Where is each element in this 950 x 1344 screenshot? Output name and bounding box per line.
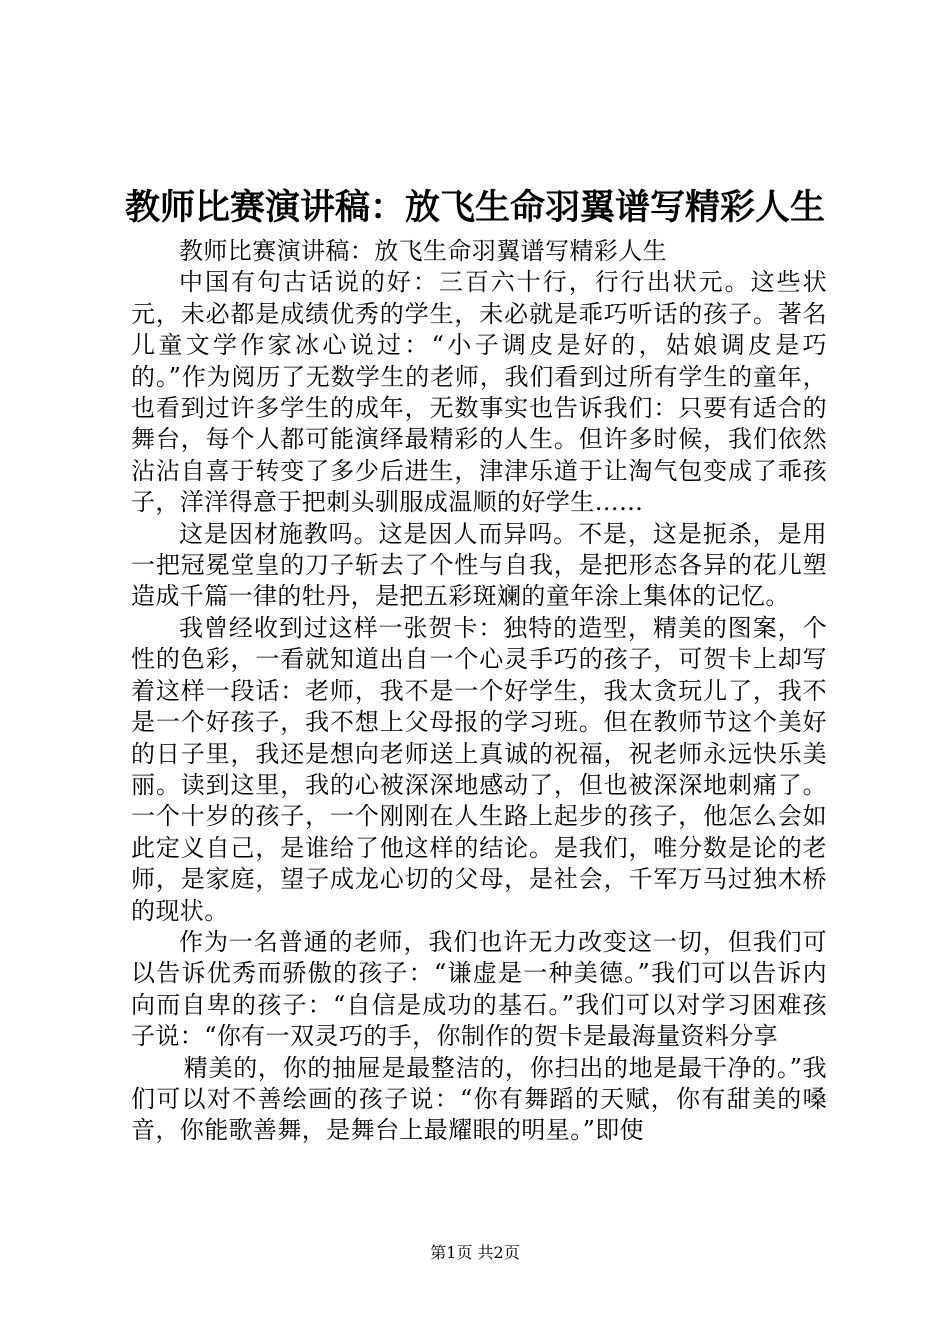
document-body <box>131 236 827 1147</box>
subtitle-paragraph: 教师比赛演讲稿：放飞生命羽翼谱写精彩人生 <box>179 237 667 265</box>
page-footer: 第1页 共2页 <box>430 1243 520 1262</box>
body-paragraph-1: 中国有句古话说的好：三百六十行，行行出状元。这些状元，未必都是成绩优秀的学生，未必就是乖巧听话的孩子。著名儿童文学作家冰心说过：“小子调皮是好的，姑娘调皮是巧的。”作为阅历了无数学生的老师，我们看到过所有学生的童年，也看到过许多学生的成年，无数事实也告诉我们：只要有适合的舞台，每个人都可能演绎最精彩的人生。但许多时候，我们依然沾沾自喜于转变了多少后进生，津津乐道于让淘气包变成了乖孩子，洋洋得意于把刺头驯服成温顺的好学生…… <box>131 268 827 517</box>
body-paragraph-4: 作为一名普通的老师，我们也许无力改变这一切，但我们可以告诉优秀而骄傲的孩子：“谦虚是一种美德。”我们可以告诉内向而自卑的孩子：“自信是成功的基石。”我们可以对学习困难孩子说：“你有一双灵巧的手，你制作的贺卡是最海量资料分享 <box>131 927 827 1051</box>
document-title: 教师比赛演讲稿：放飞生命羽翼谱写精彩人生 <box>124 187 825 228</box>
body-paragraph-5: 精美的，你的抽屉是最整洁的，你扫出的地是最干净的。”我们可以对不善绘画的孩子说：“你有舞蹈的天赋，你有甜美的嗓音，你能歌善舞，是舞台上最耀眼的明星。”即使 <box>131 1053 827 1145</box>
body-paragraph-3: 我曾经收到过这样一张贺卡：独特的造型，精美的图案，个性的色彩，一看就知道出自一个心灵手巧的孩子，可贺卡上却写着这样一段话：老师，我不是一个好学生，我太贪玩儿了，我不是一个好孩子，我不想上父母报的学习班。但在教师节这个美好的日子里，我还是想向老师送上真诚的祝福，祝老师永远快乐美丽。读到这里，我的心被深深地感动了，但也被深深地刺痛了。一个十岁的孩子，一个刚刚在人生路上起步的孩子，他怎么会如此定义自己，是谁给了他这样的结论。是我们，唯分数是论的老师，是家庭，望子成龙心切的父母，是社会，千军万马过独木桥的现状。 <box>131 613 827 925</box>
body-paragraph-2: 这是因材施教吗。这是因人而异吗。不是，这是扼杀，是用一把冠冕堂皇的刀子斩去了个性与自我，是把形态各异的花儿塑造成千篇一律的牡丹，是把五彩斑斓的童年涂上集体的记忆。 <box>131 519 827 611</box>
